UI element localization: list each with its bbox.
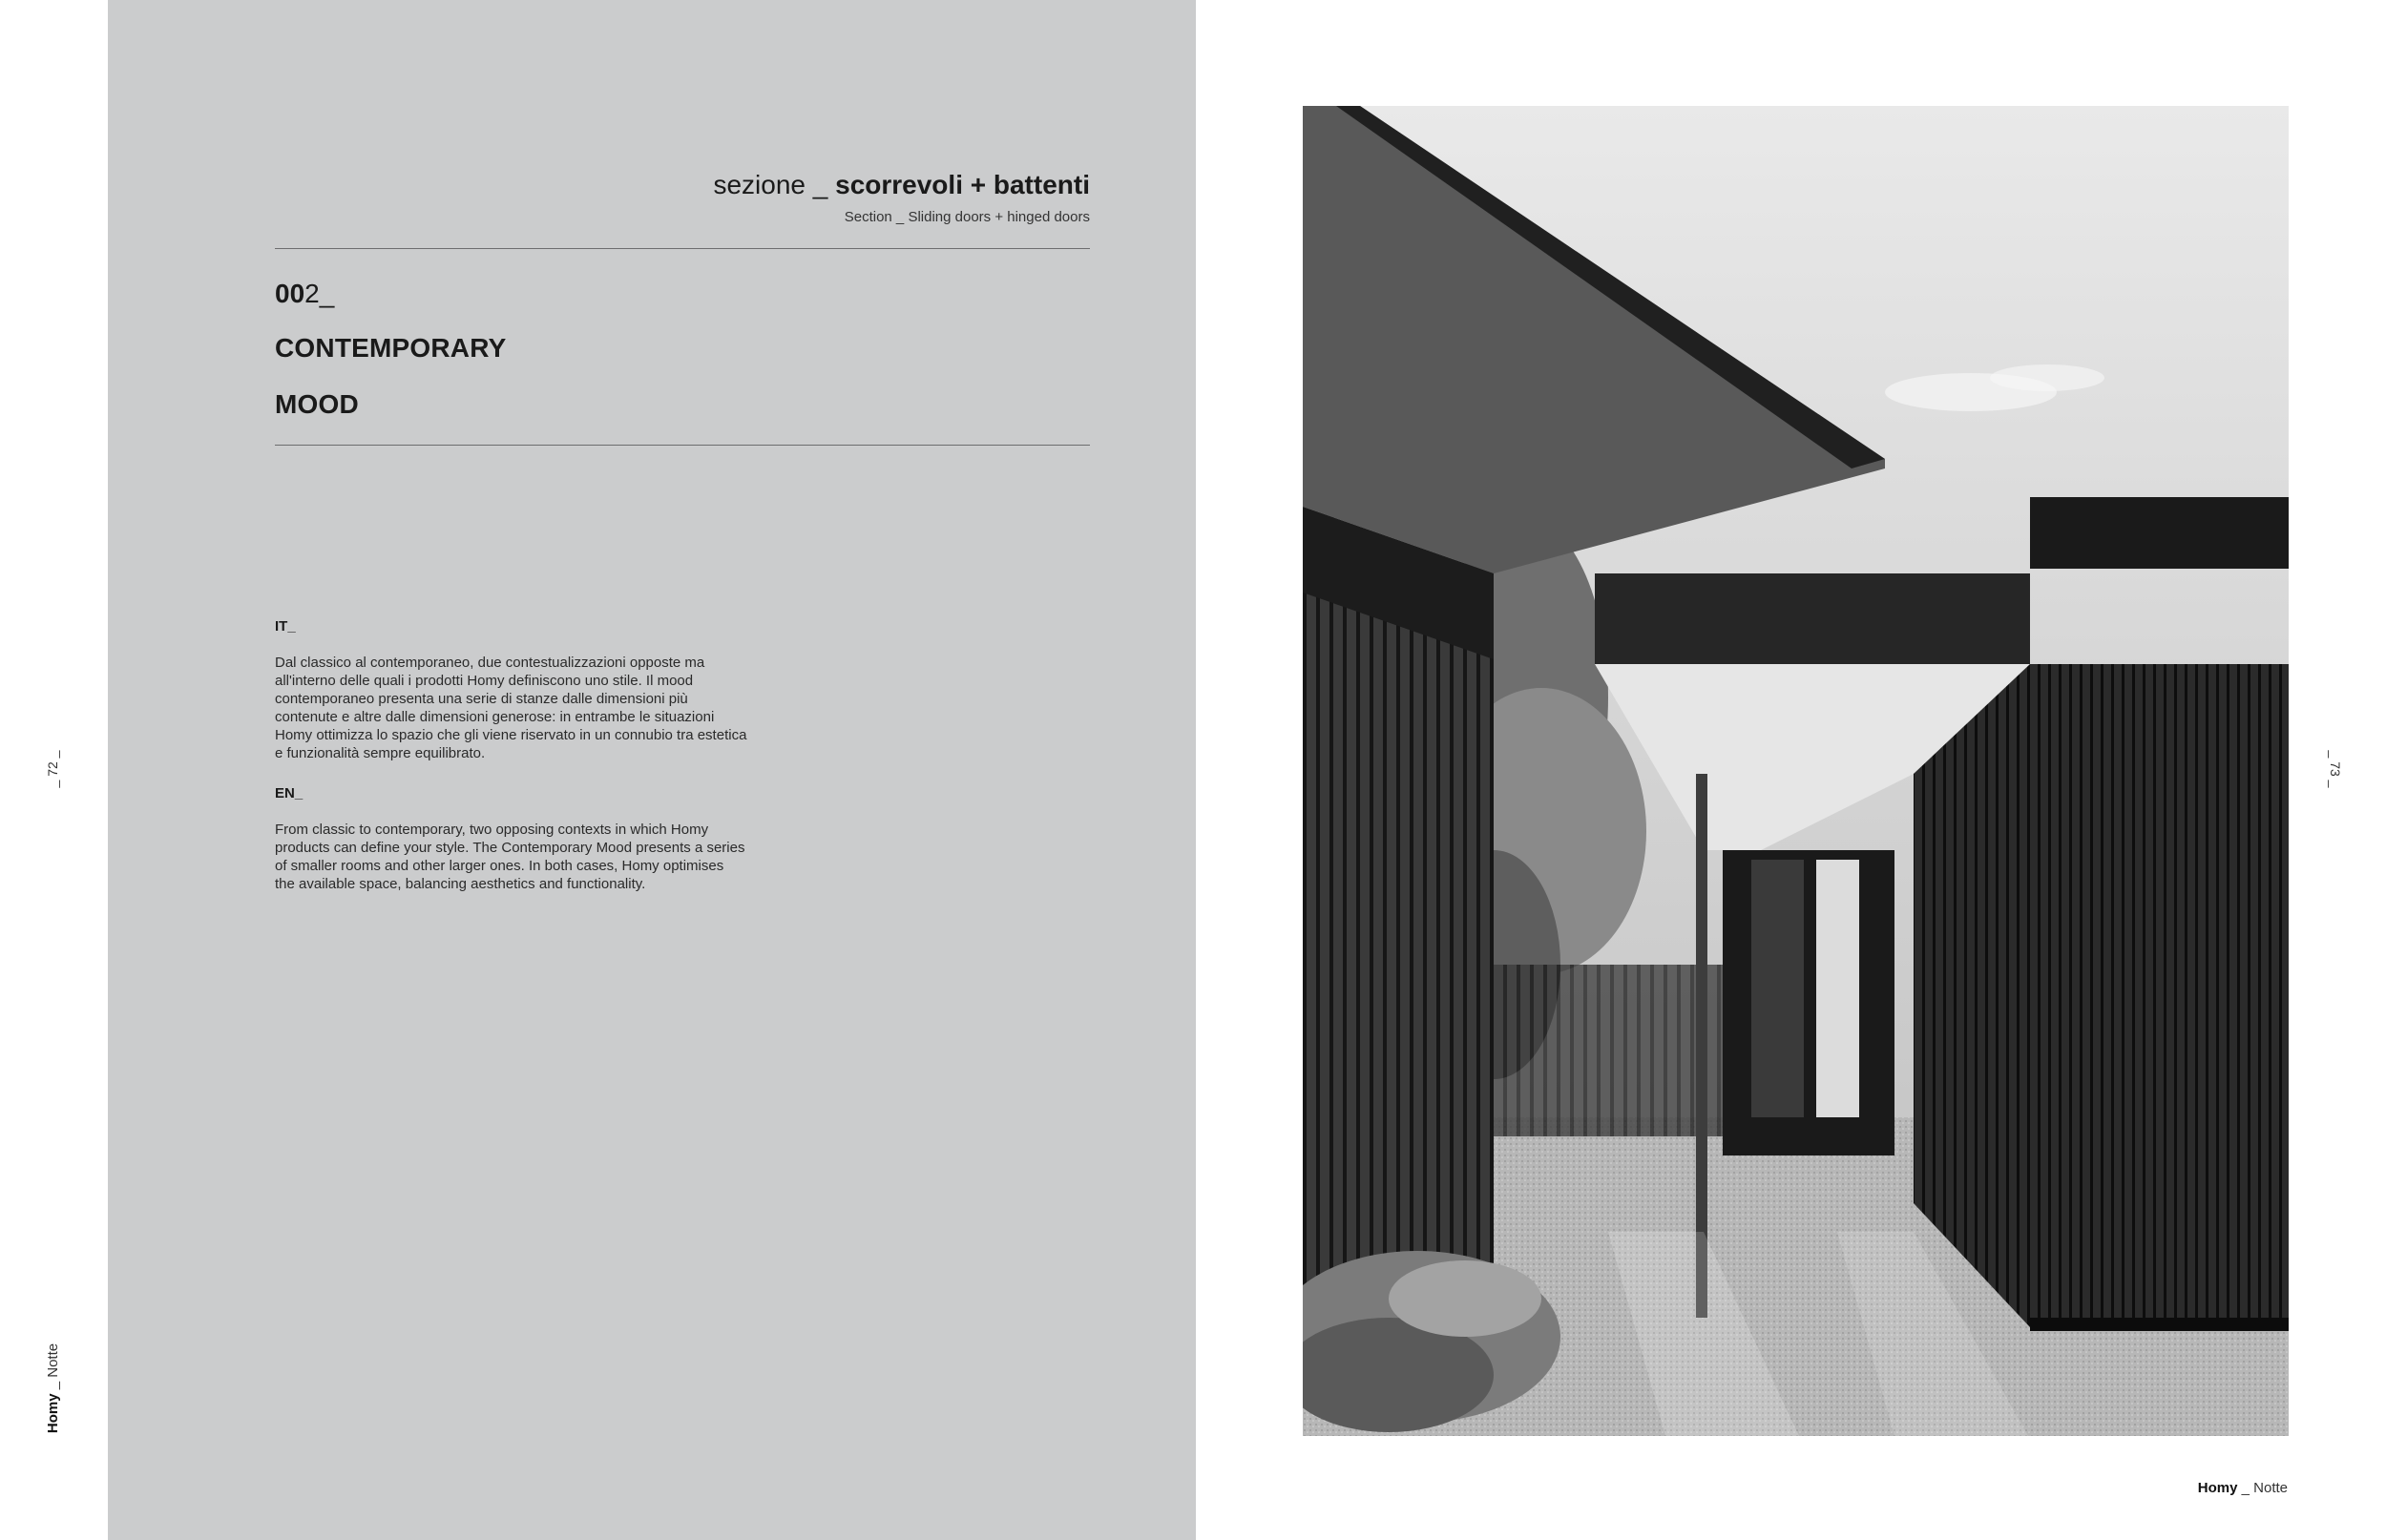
english-line: the available space, balancing aesthetics and functionality.: [275, 876, 646, 892]
chapter-number: [275, 277, 334, 311]
italian-line: Dal classico al contemporaneo, due contestualizzazioni opposte ma: [275, 655, 705, 671]
english-line: products can define your style. The Contemporary Mood presents a series: [275, 840, 745, 856]
brand-footer-right: [2198, 1480, 2288, 1497]
section-title-bold: scorrevoli + battenti: [835, 170, 1090, 199]
english-line: From classic to contemporary, two opposing contexts in which Homy: [275, 822, 709, 838]
italian-label: IT_: [275, 618, 296, 635]
chapter-number-light: 2_: [304, 279, 335, 308]
italian-paragraph: [275, 654, 781, 762]
brand-name: Homy: [2197, 1480, 2238, 1496]
chapter-number-bold: 00: [275, 279, 305, 308]
page-number-right: _ 73 _: [2328, 750, 2343, 788]
english-line: of smaller rooms and other larger ones. In both cases, Homy optimises: [275, 858, 724, 874]
architecture-photo: [1303, 106, 2289, 1436]
brand-collection: Notte: [2253, 1480, 2288, 1496]
italian-line: all'interno delle quali i prodotti Homy definiscono uno stile. Il mood: [275, 673, 694, 689]
italian-line: contemporaneo presenta una serie di stanze dalle dimensioni più: [275, 691, 688, 707]
section-title: [713, 168, 1090, 202]
chapter-title-line-2: MOOD: [275, 389, 359, 419]
architecture-photo-graphic: [1303, 106, 2289, 1436]
brand-footer-left: [45, 1343, 62, 1433]
brand-name: Homy: [45, 1393, 61, 1434]
bottom-divider: [275, 445, 1090, 446]
italian-line: e funzionalità sempre equilibrato.: [275, 745, 486, 761]
section-subtitle: Section _ Sliding doors + hinged doors: [844, 209, 1090, 225]
top-divider: [275, 248, 1090, 249]
chapter-title-line-1: CONTEMPORARY: [275, 333, 507, 363]
italian-line: contenute e altre dalle dimensioni generose: in entrambe le situazioni: [275, 709, 715, 725]
english-paragraph: [275, 821, 781, 893]
left-page-panel: [108, 0, 1196, 1540]
page-number-left: _ 72 _: [45, 750, 60, 788]
brand-separator: _: [45, 1377, 61, 1394]
italian-line: Homy ottimizza lo spazio che gli viene riservato in un connubio tra estetica: [275, 727, 747, 743]
brand-separator: _: [2237, 1480, 2254, 1496]
brand-collection: Notte: [45, 1342, 61, 1378]
english-label: EN_: [275, 785, 303, 801]
section-title-light: sezione _: [713, 170, 836, 199]
